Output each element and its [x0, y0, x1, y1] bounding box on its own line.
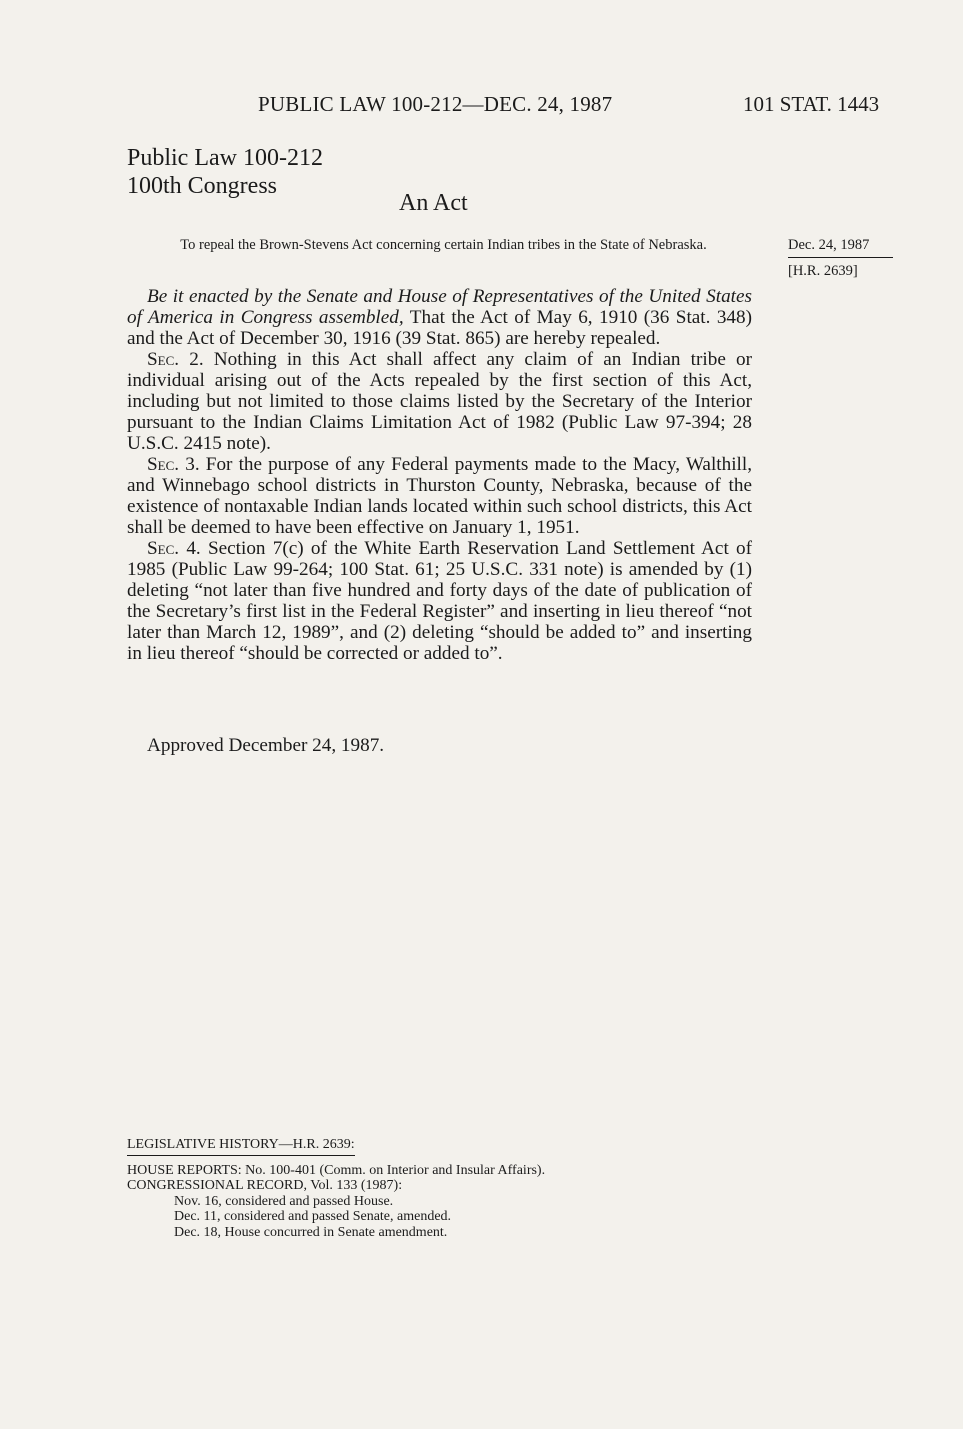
section-4-label: Sec. 4.: [147, 538, 201, 559]
bill-number: [H.R. 2639]: [788, 263, 858, 279]
running-head: PUBLIC LAW 100-212—DEC. 24, 1987: [258, 92, 613, 116]
history-action: Dec. 11, considered and passed Senate, amended.: [174, 1209, 452, 1224]
house-reports: HOUSE REPORTS: No. 100-401 (Comm. on Interior and Insular Affairs).: [127, 1162, 546, 1178]
public-law-number: Public Law 100-212: [127, 145, 323, 171]
legislative-history: [127, 1137, 687, 1240]
section-1-text: That the Act of May 6, 1910 (36 Stat. 348) and the Act of December 30, 1916 (39 Stat. 865) are hereby repealed.: [127, 307, 753, 349]
section-2: [127, 349, 752, 454]
enactment-date: Dec. 24, 1987: [788, 236, 893, 258]
congressional-record: CONGRESSIONAL RECORD, Vol. 133 (1987):: [127, 1178, 403, 1193]
section-4-text: Section 7(c) of the White Earth Reservation Land Settlement Act of 1985 (Public Law 99-264; 100 Stat. 61; 25 U.S.C. 331 note) is amended by (1) deleting “not later than five hundred and forty days of the date of publication of the Secretary’s first list in the Federal Register” and inserting in lieu thereof “not later than March 12, 1989”, and (2) deleting “should be added to” and inserting in lieu thereof “should be corrected or added to”.: [127, 538, 752, 664]
approval-date: Approved December 24, 1987.: [147, 735, 385, 756]
section-3: [127, 454, 752, 538]
enacting-clause: Be it enacted by the Senate and House of Representatives of the United States of America in Congress assembled,: [127, 286, 752, 328]
purpose-statement: To repeal the Brown-Stevens Act concerning certain Indian tribes in the State of Nebraska.: [180, 237, 707, 253]
section-4: [127, 538, 752, 664]
act-body: [127, 286, 752, 664]
stat-page-number: 101 STAT. 1443: [743, 92, 880, 116]
section-2-text: Nothing in this Act shall affect any claim of an Indian tribe or individual arising out of the Acts repealed by the first section of this Act, including but not limited to those claims listed by the Secretary of the Interior pursuant to the Indian Claims Limitation Act of 1982 (Public Law 97-394; 28 U.S.C. 2415 note).: [127, 349, 752, 454]
section-3-text: For the purpose of any Federal payments made to the Macy, Walthill, and Winnebago school districts in Thurston County, Nebraska, because of the existence of nontaxable Indian lands located within such school districts, this Act shall be deemed to have been effective on January 1, 1951.: [127, 454, 752, 538]
congress-number: 100th Congress: [127, 173, 277, 199]
act-title: An Act: [399, 190, 468, 216]
margin-note: [788, 236, 893, 281]
section-1: [127, 286, 752, 349]
history-action: Dec. 18, House concurred in Senate amendment.: [174, 1224, 448, 1240]
section-3-label: Sec. 3.: [147, 454, 200, 475]
law-identification: [127, 144, 323, 200]
section-2-label: Sec. 2.: [147, 349, 204, 370]
history-heading: LEGISLATIVE HISTORY—H.R. 2639:: [127, 1137, 355, 1156]
history-action: Nov. 16, considered and passed House.: [174, 1193, 394, 1209]
